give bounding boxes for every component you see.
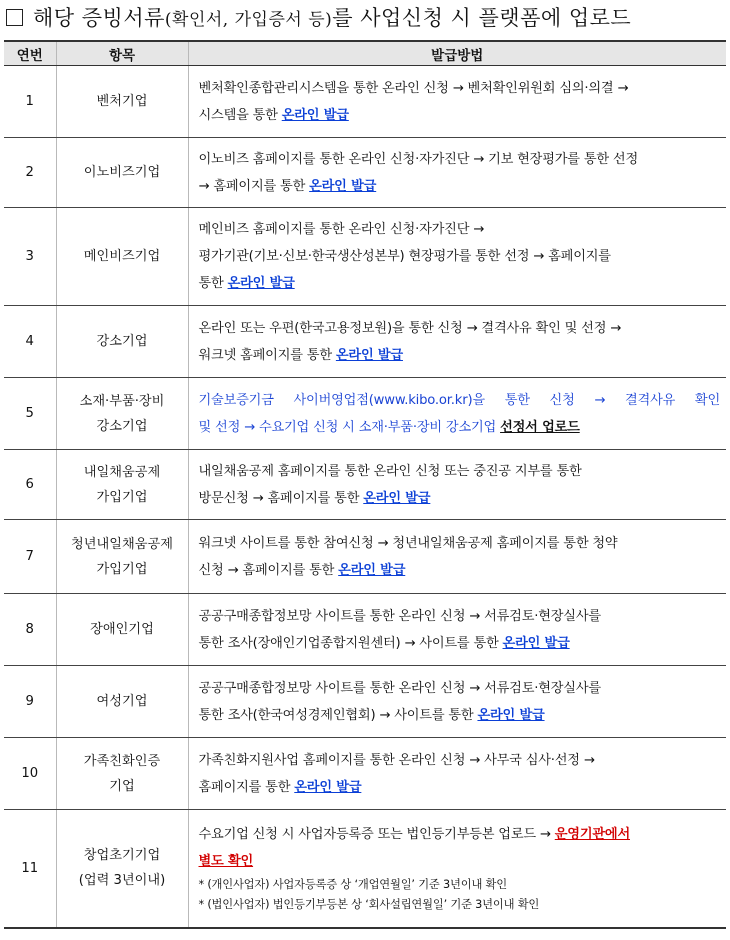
method-line xyxy=(199,702,717,729)
row-item xyxy=(56,594,188,666)
method-text: 이노비즈 홈페이지를 통한 온라인 신청·자가진단 → 기보 현장평가를 통한 선정 xyxy=(198,151,638,167)
item-label-line: 벤처기업 xyxy=(96,94,148,109)
method-line xyxy=(199,821,717,848)
row-item xyxy=(56,66,188,138)
method-line xyxy=(199,630,717,657)
row-number: 7 xyxy=(4,520,56,594)
online-issue-link[interactable]: 온라인 발급 xyxy=(309,178,377,194)
method-line xyxy=(199,747,717,774)
method-text: 신청 → 홈페이지를 통한 xyxy=(198,562,339,578)
online-issue-link[interactable]: 온라인 발급 xyxy=(227,276,295,291)
online-issue-link[interactable]: 온라인 발급 xyxy=(338,562,406,578)
row-item xyxy=(56,378,188,450)
row-method xyxy=(188,450,726,520)
row-method xyxy=(188,666,726,738)
item-label-line: 여성기업 xyxy=(96,694,148,709)
method-text: 통한 조사(한국여성경제인협회) → 사이트를 통한 xyxy=(198,707,478,723)
item-label-line: 기업 xyxy=(109,778,135,794)
method-line xyxy=(199,243,717,270)
row-number: 3 xyxy=(4,208,56,306)
row-method xyxy=(188,66,726,138)
method-text: 워크넷 홈페이지를 통한 xyxy=(198,347,336,363)
method-line xyxy=(199,485,717,512)
table-row xyxy=(4,594,726,666)
item-label-line: 메인비즈기업 xyxy=(83,249,161,264)
method-text: 수요기업 신청 시 사업자등록증 또는 법인등기부등본 업로드 → xyxy=(198,827,555,843)
row-method xyxy=(188,208,726,306)
method-note: * (법인사업자) 법인등기부등본 상 ‘회사설립연월일’ 기준 3년이내 확인 xyxy=(198,898,540,912)
row-method xyxy=(188,738,726,810)
row-number: 9 xyxy=(4,666,56,738)
online-issue-link[interactable]: 온라인 발급 xyxy=(281,107,349,123)
issuance-method-table xyxy=(4,40,726,929)
method-text: 통한 조사(장애인기업종합지원센터) → 사이트를 통한 xyxy=(198,635,503,651)
row-number: 10 xyxy=(4,738,56,810)
item-label-line: 청년내일채움공제 xyxy=(71,536,173,552)
method-text: 공공구매종합정보망 사이트를 통한 온라인 신청 → 서류검토·현장실사를 xyxy=(198,680,601,696)
upload-emphasis: 선정서 업로드 xyxy=(500,419,580,435)
row-number: 2 xyxy=(4,138,56,208)
method-line xyxy=(199,774,717,801)
row-item xyxy=(56,810,188,928)
checkbox-square-icon xyxy=(6,9,23,26)
method-text: 통한 xyxy=(198,276,228,291)
method-text: 워크넷 사이트를 통한 참여신청 → 청년내일채움공제 홈페이지를 통한 청약 xyxy=(198,535,618,551)
method-line xyxy=(199,216,717,243)
method-line xyxy=(199,848,717,875)
title-part-3: 를 사업신청 시 플랫폼에 업로드 xyxy=(332,6,632,30)
operator-check-emphasis: 운영기관에서 xyxy=(554,827,630,843)
table-row xyxy=(4,378,726,450)
row-item xyxy=(56,306,188,378)
method-text: 내일채움공제 홈페이지를 통한 온라인 신청 또는 중진공 지부를 통한 xyxy=(198,463,582,479)
title-part-2: (확인서, 가입증서 등) xyxy=(164,10,333,30)
method-text: 공공구매종합정보망 사이트를 통한 온라인 신청 → 서류검토·현장실사를 xyxy=(198,608,601,624)
item-label-line: 가입기업 xyxy=(96,489,148,505)
item-label-line: 강소기업 xyxy=(96,334,148,349)
row-item xyxy=(56,738,188,810)
item-label-line: 창업초기기업 xyxy=(83,848,161,864)
row-item xyxy=(56,208,188,306)
row-method xyxy=(188,810,726,928)
table-row xyxy=(4,520,726,594)
row-number: 8 xyxy=(4,594,56,666)
online-issue-link[interactable]: 온라인 발급 xyxy=(335,347,403,363)
page-title xyxy=(6,4,726,32)
item-label-line: 이노비즈기업 xyxy=(83,165,161,180)
method-line xyxy=(199,102,717,129)
method-line xyxy=(199,458,717,485)
item-label-line: (업력 3년이내) xyxy=(78,873,166,889)
method-text: 기술보증기금 사이버영업점(www.kibo.or.kr)을 통한 신청 → 결격사유 확인 xyxy=(198,392,720,408)
row-number: 1 xyxy=(4,66,56,138)
method-text: 및 선정 → 수요기업 신청 시 소재·부품·장비 강소기업 xyxy=(198,419,501,435)
method-text: 온라인 또는 우편(한국고용정보원)을 통한 신청 → 결격사유 확인 및 선정 → xyxy=(198,320,622,336)
row-number: 4 xyxy=(4,306,56,378)
method-line xyxy=(199,173,717,200)
online-issue-link[interactable]: 온라인 발급 xyxy=(294,779,362,795)
row-method xyxy=(188,594,726,666)
method-line xyxy=(199,603,717,630)
row-item xyxy=(56,138,188,208)
item-label-line: 가족친화인증 xyxy=(83,753,161,769)
item-label-line: 내일채움공제 xyxy=(83,464,161,480)
method-line xyxy=(199,342,717,369)
table-row xyxy=(4,450,726,520)
item-label-line: 강소기업 xyxy=(96,418,148,434)
table-row xyxy=(4,306,726,378)
row-item xyxy=(56,520,188,594)
row-number: 11 xyxy=(4,810,56,928)
header-number: 연번 xyxy=(4,41,56,66)
row-number: 5 xyxy=(4,378,56,450)
header-item: 항목 xyxy=(56,41,188,66)
table-row xyxy=(4,66,726,138)
method-line xyxy=(199,530,717,557)
method-text: 시스템을 통한 xyxy=(198,107,282,123)
method-line xyxy=(199,675,717,702)
row-item xyxy=(56,666,188,738)
method-line xyxy=(199,315,717,342)
method-line xyxy=(199,387,721,414)
header-method: 발급방법 xyxy=(188,41,726,66)
method-text: 벤처확인종합관리시스템을 통한 온라인 신청 → 벤처확인위원회 심의·의결 → xyxy=(198,80,629,96)
row-number: 6 xyxy=(4,450,56,520)
method-text: 메인비즈 홈페이지를 통한 온라인 신청·자가진단 → xyxy=(198,222,485,237)
method-text: 홈페이지를 통한 xyxy=(198,779,295,795)
row-item xyxy=(56,450,188,520)
online-issue-link[interactable]: 온라인 발급 xyxy=(477,707,545,723)
method-line xyxy=(199,270,717,297)
method-text: 가족친화지원사업 홈페이지를 통한 온라인 신청 → 사무국 심사·선정 → xyxy=(198,752,595,768)
method-text: 방문신청 → 홈페이지를 통한 xyxy=(198,490,364,506)
table-row xyxy=(4,208,726,306)
item-label-line: 소재·부품·장비 xyxy=(79,393,165,409)
method-line xyxy=(199,414,721,441)
online-issue-link[interactable]: 온라인 발급 xyxy=(363,490,431,506)
table-row xyxy=(4,810,726,928)
method-line xyxy=(199,75,717,102)
method-text: 평가기관(기보·신보·한국생산성본부) 현장평가를 통한 선정 → 홈페이지를 xyxy=(198,249,611,264)
row-method xyxy=(188,306,726,378)
method-line xyxy=(199,557,717,584)
table-row xyxy=(4,738,726,810)
table-header-row xyxy=(4,41,726,66)
title-part-1: 해당 증빙서류 xyxy=(33,6,165,30)
item-label-line: 장애인기업 xyxy=(90,622,154,637)
item-label-line: 가입기업 xyxy=(96,561,148,577)
method-note: * (개인사업자) 사업자등록증 상 ‘개업연월일’ 기준 3년이내 확인 xyxy=(198,878,507,892)
method-line xyxy=(199,146,717,173)
table-row xyxy=(4,138,726,208)
table-row xyxy=(4,666,726,738)
row-method xyxy=(188,520,726,594)
row-method xyxy=(188,138,726,208)
operator-check-emphasis: 별도 확인 xyxy=(198,854,254,870)
method-text: → 홈페이지를 통한 xyxy=(198,178,310,194)
online-issue-link[interactable]: 온라인 발급 xyxy=(502,635,570,651)
row-method xyxy=(188,378,726,450)
